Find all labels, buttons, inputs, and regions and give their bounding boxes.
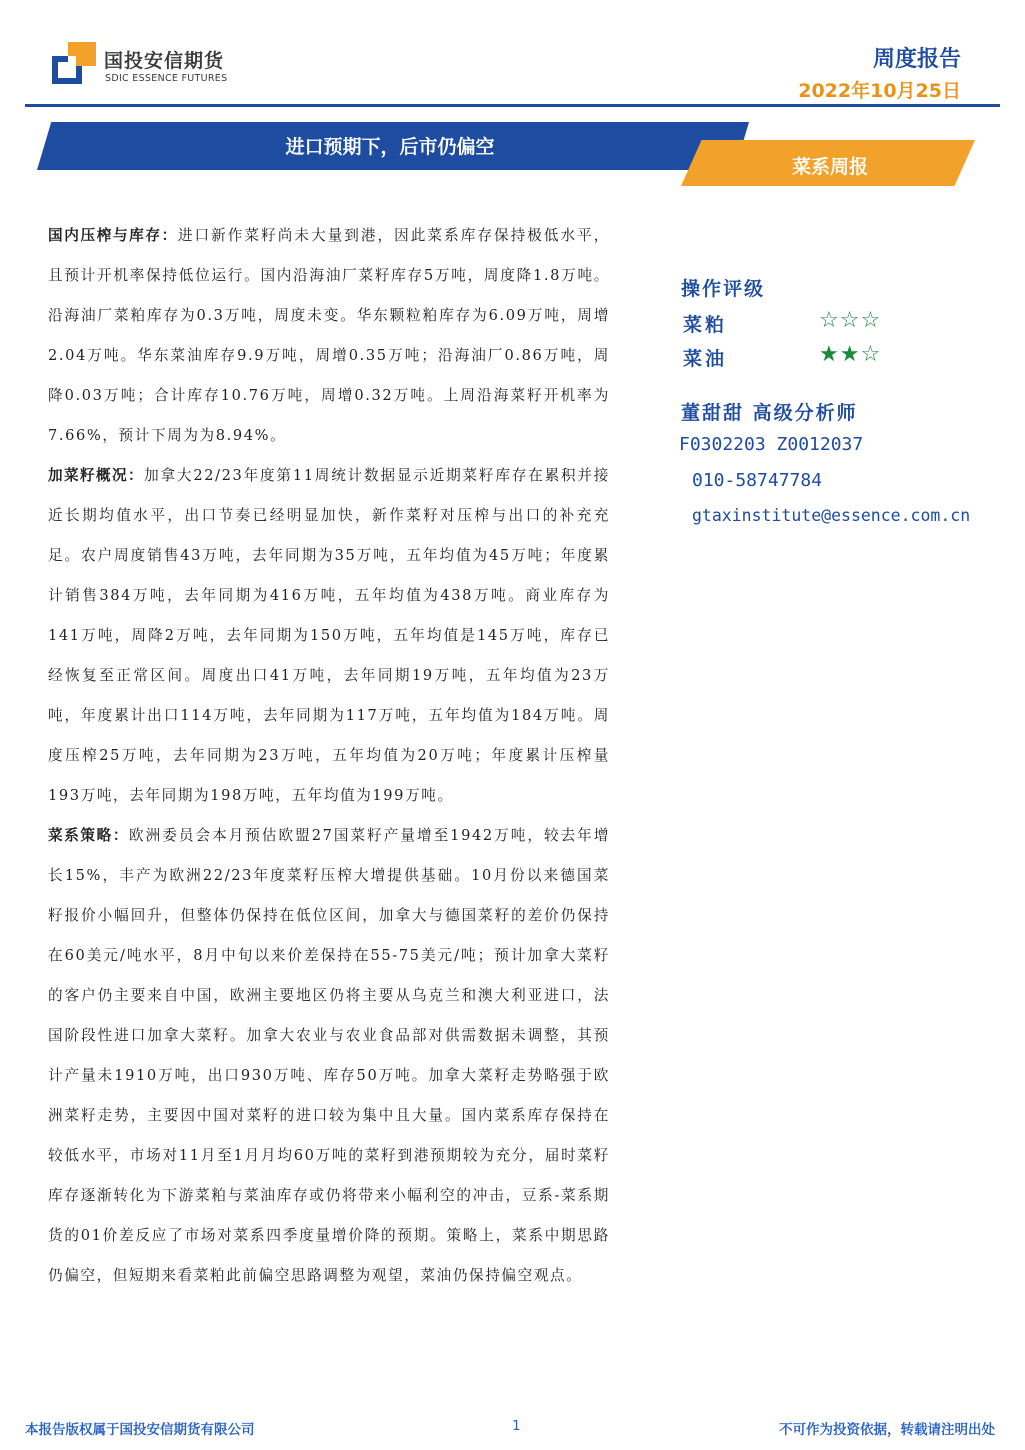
report-type: 周度报告 [872, 47, 961, 72]
analyst-phone: 010-58747784 [692, 470, 823, 491]
analyst-email-link[interactable]: gtaxinstitute@essence.com.cn [692, 506, 971, 525]
paragraph-lead: 国内压榨与库存： [48, 227, 178, 244]
rating-row-meal [683, 310, 903, 340]
star-rating-icon: ☆☆☆ [819, 308, 882, 333]
logo-en-text: SDIC ESSENCE FUTURES [105, 73, 228, 84]
report-body [48, 216, 610, 1296]
report-category: 菜系周报 [791, 156, 868, 178]
paragraph-lead: 菜系策略： [48, 827, 130, 844]
paragraph-domestic-crush [48, 216, 610, 456]
logo-cn-text: 国投安信期货 [104, 50, 225, 72]
paragraph-text: 进口新作菜籽尚未大量到港，因此菜系库存保持极低水平，且预计开机率保持低位运行。国内沿海油厂菜籽库存5万吨，周度降1.8万吨。沿海油厂菜粕库存为0.3万吨，周度未变。华东颗粒粕库存为6.09万吨，周增2.04万吨。华东菜油库存9.9万吨，周增0.35万吨；沿海油厂0.86万吨，周降0.03万吨；合计库存10.76万吨，周增0.32万吨。上周沿海菜籽开机率为7.66%，预计下周为为8.94%。 [48, 227, 610, 444]
paragraph-lead: 加菜籽概况： [48, 467, 145, 484]
paragraph-canola-overview [48, 456, 610, 816]
paragraph-text: 欧洲委员会本月预估欧盟27国菜籽产量增至1942万吨，较去年增长15%，丰产为欧洲22/23年度菜籽压榨大增提供基础。10月份以来德国菜籽报价小幅回升，但整体仍保持在低位区间，加拿大与德国菜籽的差价仍保持在60美元/吨水平，8月中旬以来价差保持在55-75美元/吨；预计加拿大菜籽的客户仍主要来自中国，欧洲主要地区仍将主要从乌克兰和澳大利亚进口，法国阶段性进口加拿大菜籽。加拿大农业与农业食品部对供需数据未调整，其预计产量未1910万吨，出口930万吨、库存50万吨。加拿大菜籽走势略强于欧洲菜籽走势，主要因中国对菜籽的进口较为集中且大量。国内菜系库存保持在较低水平，市场对11月至1月月均60万吨的菜籽到港预期较为充分，届时菜籽库存逐渐转化为下游菜粕与菜油库存或仍将带来小幅利空的冲击，豆系-菜系期货的01价差反应了市场对菜系四季度量增价降的预期。策略上，菜系中期思路仍偏空，但短期来看菜粕此前偏空思路调整为观望，菜油仍保持偏空观点。 [48, 827, 610, 1284]
footer-disclaimer: 不可作为投资依据，转载请注明出处 [779, 1422, 995, 1438]
header-divider [25, 104, 1000, 107]
report-title: 进口预期下，后市仍偏空 [285, 136, 495, 158]
paragraph-strategy [48, 816, 610, 1296]
paragraph-text: 加拿大22/23年度第11周统计数据显示近期菜籽库存在累积并接近长期均值水平，出口节奏已经明显加快，新作菜籽对压榨与出口的补充充足。农户周度销售43万吨，去年同期为35万吨，五年均值为45万吨；年度累计销售384万吨，去年同期为416万吨，五年均值为438万吨。商业库存为141万吨，周降2万吨，去年同期为150万吨，五年均值是145万吨，库存已经恢复至正常区间。周度出口41万吨，去年同期19万吨，五年均值为23万吨，年度累计出口114万吨，去年同期为117万吨，五年均值为184万吨。周度压榨25万吨，去年同期为23万吨，五年均值为20万吨；年度累计压榨量193万吨，去年同期为198万吨，五年均值为199万吨。 [48, 467, 611, 804]
analyst-name: 董甜甜 高级分析师 [681, 402, 858, 424]
rating-row-oil [683, 344, 903, 374]
report-date: 2022年10月25日 [798, 80, 961, 102]
rating-name: 菜粕 [683, 314, 728, 336]
rating-title: 操作评级 [681, 278, 766, 300]
footer-copyright: 本报告版权属于国投安信期货有限公司 [25, 1422, 255, 1438]
rating-name: 菜油 [683, 348, 728, 370]
page-number: 1 [512, 1418, 521, 1434]
analyst-license-id: F0302203 Z0012037 [679, 434, 864, 455]
star-rating-icon: ★★☆ [819, 342, 882, 367]
company-logo [52, 40, 252, 86]
logo-mark-icon [52, 42, 96, 84]
